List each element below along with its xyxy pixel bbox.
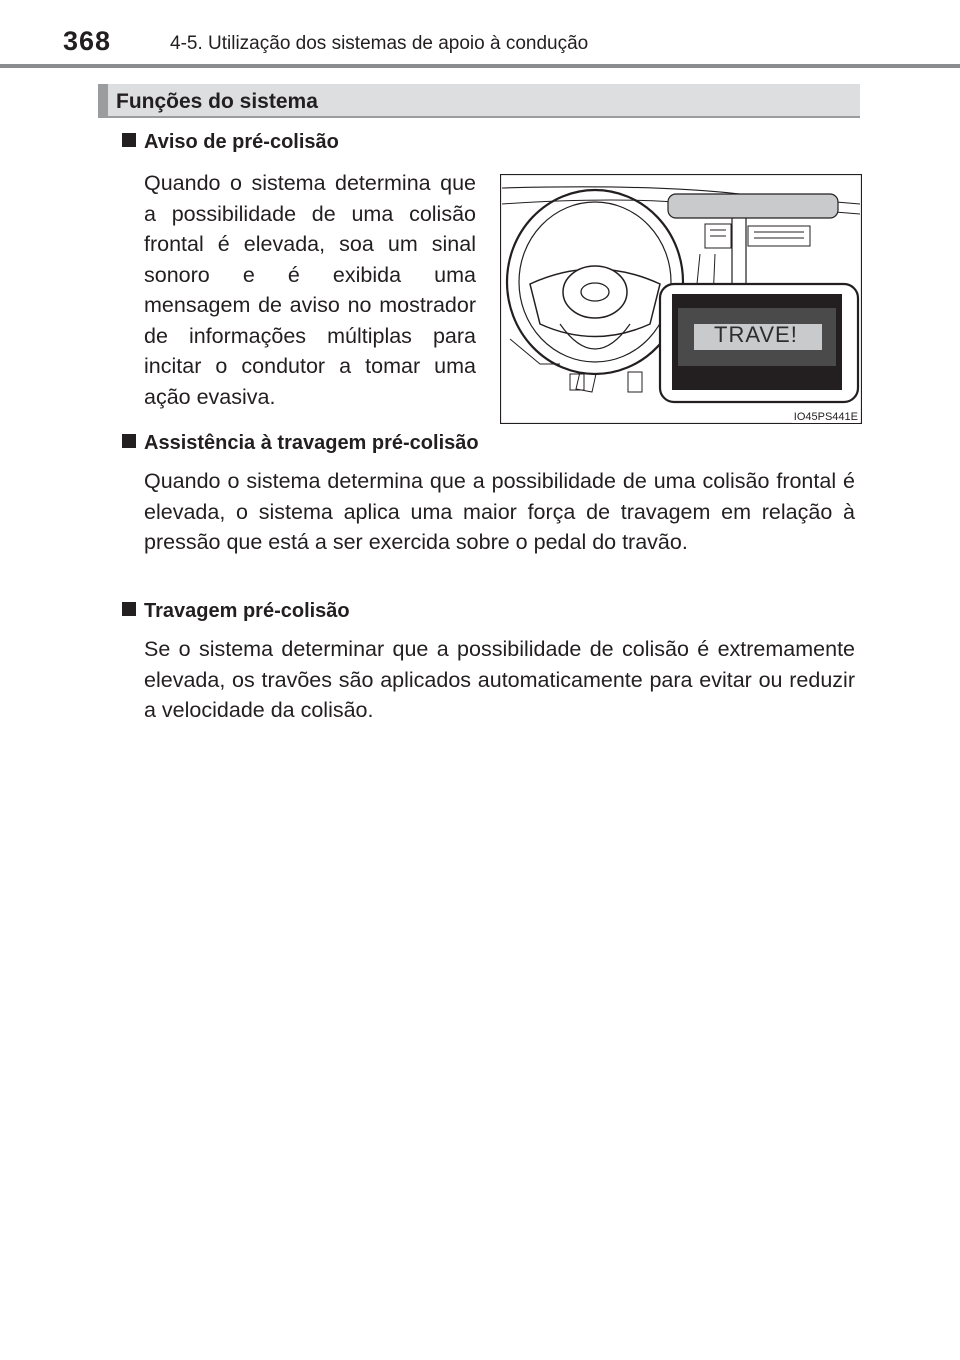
subheading-text: Aviso de pré-colisão [144, 131, 339, 153]
subheading-pre-collision-warning [122, 131, 339, 154]
paragraph-pre-collision-brake-assist: Quando o sistema determina que a possibilidade de uma colisão frontal é elevada, o sistema aplica uma maior força de travagem em relação à pressão que está a ser exercida sobre o pedal do travão. [144, 469, 855, 554]
header-rule [0, 64, 960, 68]
page-number: 368 [63, 26, 112, 56]
section-title: Funções do sistema [116, 90, 318, 113]
display-warning-message: TRAVE! [714, 322, 798, 347]
paragraph-pre-collision-warning: Quando o sistema determina que a possibilidade de uma colisão frontal é elevada, soa um sinal sonoro e é exibida uma mensagem de aviso no mostrador de informações múltiplas para incitar o condutor a tomar uma ação evasiva. [144, 171, 476, 409]
dashboard-illustration [500, 174, 862, 424]
square-bullet-icon [122, 133, 136, 147]
subheading-pre-collision-braking [122, 600, 350, 623]
square-bullet-icon [122, 434, 136, 448]
square-bullet-icon [122, 602, 136, 616]
subheading-text: Travagem pré-colisão [144, 600, 350, 622]
chapter-title: 4-5. Utilização dos sistemas de apoio à condução [170, 33, 589, 54]
figure-dashboard-warning [500, 174, 862, 424]
figure-code: IO45PS441E [793, 411, 858, 423]
section-band-accent [98, 84, 108, 116]
subheading-text: Assistência à travagem pré-colisão [144, 432, 479, 454]
subheading-pre-collision-brake-assist [122, 432, 479, 455]
section-band [98, 84, 860, 118]
paragraph-pre-collision-braking: Se o sistema determinar que a possibilidade de colisão é extremamente elevada, os travões são aplicados automaticamente para evitar ou reduzir a velocidade da colisão. [144, 637, 855, 722]
